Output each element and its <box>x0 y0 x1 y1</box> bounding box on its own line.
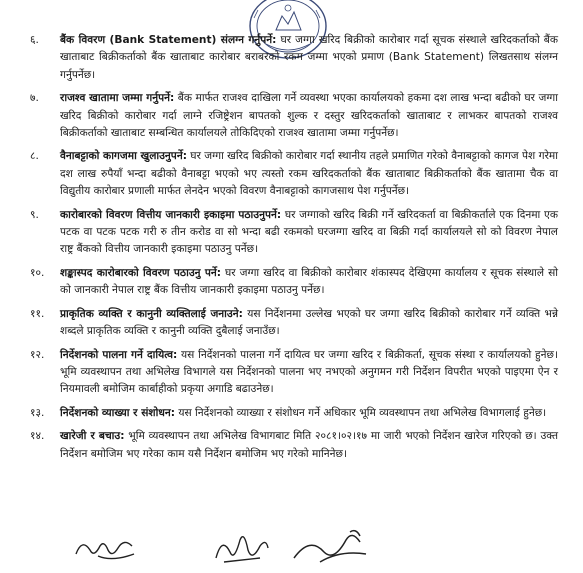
list-item <box>30 90 558 142</box>
item-text: यस निर्देशनको व्याख्या र संशोधन गर्ने अधिकार भूमि व्यवस्थापन तथा अभिलेख विभागलाई हुनेछ। <box>174 406 547 419</box>
item-body <box>60 347 558 399</box>
item-number: ७. <box>30 92 39 105</box>
item-number: ८. <box>30 150 39 163</box>
item-body <box>60 428 558 463</box>
item-text: यस निर्देशनको पालना गर्ने दायित्व घर जग्गा खरिद र बिक्रीकर्ता, सूचक संस्था र कार्यालयको हुनेछ। भूमि व्यवस्थापन तथा अभिलेख विभागले यस निर्देशनको पालना भए नभएको अनुगमन गरी निर्देशन विपरीत भएको पाइएमा ऐन र नियमावली बमोजिम कार्बाहीको प्रकृया अगाडि बढाउनेछ। <box>60 348 558 396</box>
item-text: बैंक मार्फत राजश्व दाखिला गर्ने व्यवस्था भएका कार्यालयको हकमा दश लाख भन्दा बढीको घर जग्गा खरिद बिक्रीको कारोबार गर्दा लाग्ने रजिष्ट्रेशन बापतको शुल्क र दस्तुर खरिदकर्ताको खाताबाट र लाभकर बापतको राजश्व बिक्रीकर्ताको खाताबाट सम्बन्धित कार्यालयले तोकिदिएको राजश्व खातामा जम्मा गर्नुपर्नेछ। <box>60 92 559 140</box>
item-heading: बैंक विवरण (Bank Statement) संलग्न गर्नुपर्ने: <box>60 34 277 46</box>
item-text: घर जग्गाको खरिद बिक्री गर्ने खरिदकर्ता वा बिक्रीकर्ताले एक दिनमा एक पटक वा पटक पटक गरी रु तीन करोड वा सो भन्दा बढी रकमको घरजग्गा खरिद वा बिक्री गर्दा कार्यालयले सो को विवरण नेपाल राष्ट्र बैंकको वित्तीय जानकारी इकाइमा पठाउनु पर्नेछ। <box>60 208 558 256</box>
item-heading: शङ्कास्पद कारोबारको विवरण पठाउनु पर्ने: <box>60 266 221 279</box>
item-number: १३. <box>30 406 45 419</box>
list-item <box>30 428 558 463</box>
item-heading: निर्देशनको पालना गर्ने दायित्व: <box>60 348 178 361</box>
item-text: यस निर्देशनमा उल्लेख भएको घर जग्गा खरिद बिक्रीको कारोबार गर्ने व्यक्ति भन्ने शब्दले प्राकृतिक व्यक्ति र कानुनी व्यक्ति दुबैलाई जनाउँछ। <box>60 307 559 338</box>
list-item <box>30 32 558 84</box>
item-text: घर जग्गा खरिद वा बिक्रीको कारोबार शंकास्पद देखिएमा कार्यालय र सूचक संस्थाले सो को जानकारी नेपाल राष्ट्र बैंक वित्तीय जानकारी इकाइमा पठाउनु पर्नेछ। <box>60 266 558 297</box>
list-item <box>30 306 558 341</box>
signature-3 <box>290 526 370 568</box>
item-number: ११. <box>30 307 45 320</box>
item-number: १४. <box>30 430 45 443</box>
item-body <box>60 306 558 341</box>
item-heading: निर्देशनको व्याख्या र संशोधन: <box>60 406 175 419</box>
list-item <box>30 207 558 259</box>
item-heading: खारेजी र बचाउ: <box>60 430 125 443</box>
item-number: १०. <box>30 266 45 279</box>
item-body <box>60 90 558 142</box>
item-text: भूमि व्यवस्थापन तथा अभिलेख विभागबाट मिति २०८१।०२।१७ मा जारी भएको निर्देशन खारेज गरिएको छ। उक्त निर्देशन बमोजिम भए गरेका काम यसै निर्देशन बमोजिम भए गरेको मानिनेछ। <box>60 430 558 460</box>
item-heading: प्राकृतिक व्यक्ति र कानुनी व्यक्तिलाई जनाउने: <box>60 307 243 320</box>
signature-2 <box>210 528 272 568</box>
list-item <box>30 405 558 422</box>
item-heading: राजश्व खातामा जम्मा गर्नुपर्ने: <box>60 92 175 105</box>
list-item <box>30 148 558 200</box>
item-heading: वैनाबट्टाको कागजमा खुलाउनुपर्ने: <box>60 150 187 163</box>
item-number: ६. <box>30 34 39 46</box>
item-body <box>60 148 558 200</box>
item-number: ९. <box>30 208 39 221</box>
directive-list <box>30 32 558 469</box>
signature-1 <box>72 532 142 568</box>
item-text: घर जग्गा खरिद बिक्रीको कारोबार गर्दा सूचक संस्थाले खरिदकर्ताको बैंक खाताबाट बिक्रीकर्ताको बैंक खाताबाट कारोबार बराबरको रकम जम्मा भएको प्रमाण (Bank Statement) लिखतसाथ संलग्न गर्नुपर्नेछ। <box>60 34 558 81</box>
list-item <box>30 265 558 300</box>
item-body <box>60 207 558 259</box>
list-item <box>30 347 558 399</box>
item-text: घर जग्गा खरिद बिक्रीको कारोबार गर्दा स्थानीय तहले प्रमाणित गरेको वैनाबट्टाको कागज पेश गरेमा दश लाख रुपैयाँ भन्दा बढीको वैनाबट्टा भएको भए त्यस्तो रकम खरिदकर्ताको बैंक खाताबाट बिक्रीकर्ताको बैंक खातामा चैक वा विद्युतीय कारोबार प्रणाली मार्फत लेनदेन भएको विवरण वैनाबट्टाको कागजसाथ पेश गर्नुपर्नेछ। <box>60 150 558 198</box>
item-body <box>60 265 558 300</box>
item-body <box>60 405 558 422</box>
item-number: १२. <box>30 348 45 361</box>
item-body <box>60 32 558 84</box>
item-heading: कारोबारको विवरण वित्तीय जानकारी इकाइमा पठाउनुपर्ने: <box>60 208 282 221</box>
